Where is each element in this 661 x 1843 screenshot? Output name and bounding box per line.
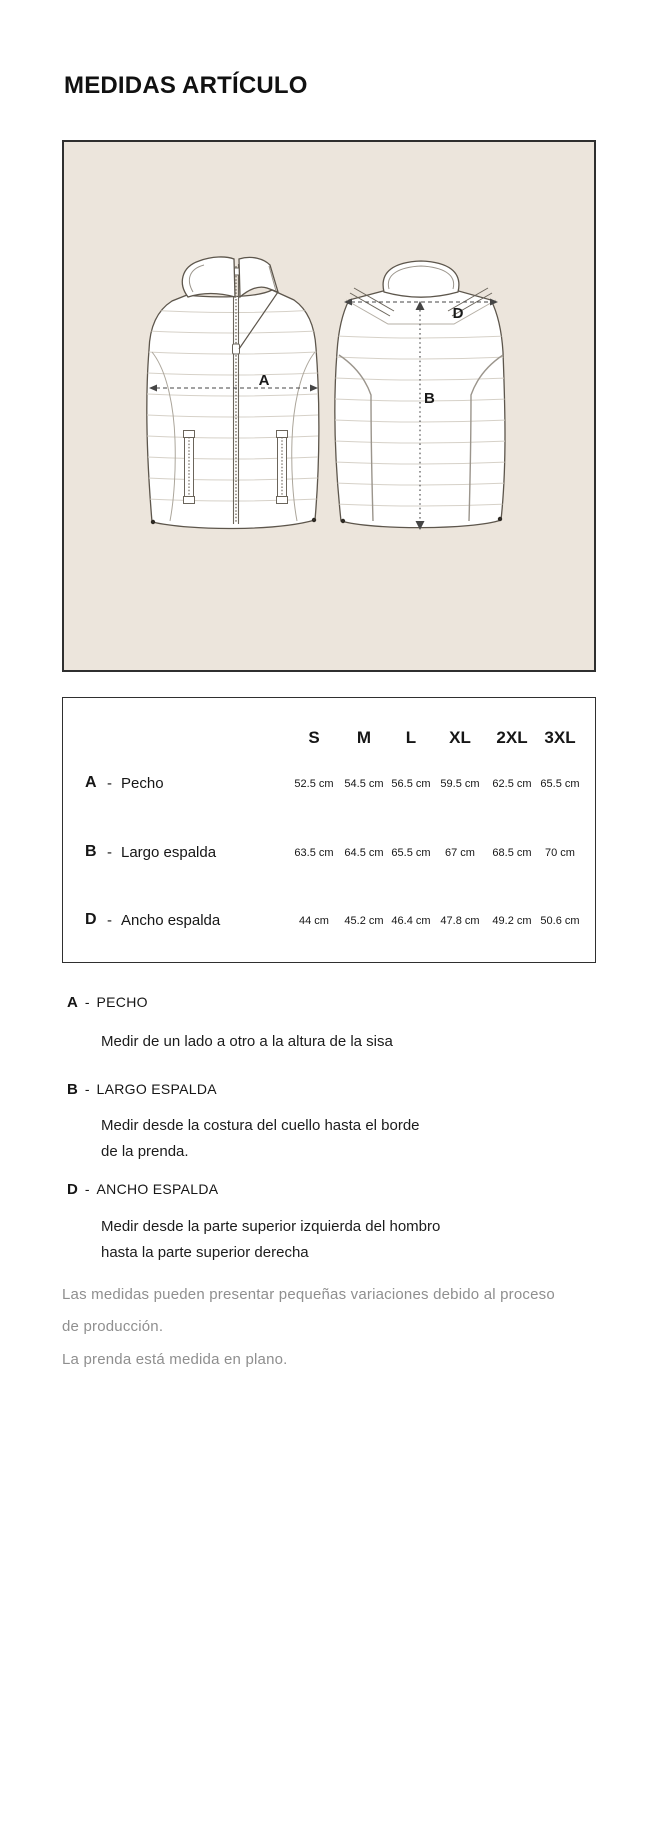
size-value: 50.6 cm: [540, 915, 580, 927]
definition-word: ANCHO ESPALDA: [96, 1181, 219, 1197]
row-dash: -: [107, 912, 112, 929]
definition-dash: -: [84, 1081, 90, 1097]
measure-label-a: A: [258, 372, 270, 389]
row-key: A: [85, 774, 97, 791]
measure-label-b: B: [424, 390, 435, 407]
definition-key: B: [67, 1081, 78, 1098]
size-value: 59.5 cm: [440, 778, 480, 790]
definition-dash: -: [84, 1181, 90, 1197]
definition-key: A: [67, 994, 78, 1011]
size-value: 62.5 cm: [492, 778, 532, 790]
production-note-line2: de producción.: [62, 1318, 164, 1335]
production-note-line1: Las medidas pueden presentar pequeñas variaciones debido al proceso: [62, 1286, 555, 1303]
table-row-largo-espalda: [63, 843, 595, 863]
definition-heading-b: [67, 1081, 217, 1098]
table-row-pecho: [63, 774, 595, 794]
row-key: D: [85, 911, 97, 928]
row-label: Largo espalda: [121, 844, 217, 861]
definition-text-d: Medir desde la parte superior izquierda del hombro hasta la parte superior derecha: [101, 1218, 441, 1261]
back-collar: [383, 261, 459, 297]
definition-word: LARGO ESPALDA: [96, 1081, 217, 1097]
size-value: 67 cm: [445, 847, 475, 859]
definition-word: PECHO: [96, 994, 148, 1010]
row-key: B: [85, 843, 97, 860]
size-value: 47.8 cm: [440, 915, 480, 927]
row-label: Ancho espalda: [121, 912, 221, 929]
size-column-header: XL: [449, 728, 471, 747]
size-value: 64.5 cm: [344, 847, 384, 859]
definition-heading-d: [67, 1181, 218, 1198]
table-row-ancho-espalda: [63, 911, 595, 931]
vest-technical-drawing: [64, 142, 594, 670]
figure-box: [62, 140, 596, 672]
definition-key: D: [67, 1181, 78, 1198]
size-value: 65.5 cm: [540, 778, 580, 790]
row-dash: -: [107, 775, 112, 792]
size-column-header: L: [405, 728, 417, 747]
size-column-header: M: [356, 728, 372, 747]
size-value: 52.5 cm: [294, 778, 334, 790]
size-value: 45.2 cm: [344, 915, 384, 927]
vest-back-illustration: [334, 261, 508, 530]
size-value: 54.5 cm: [344, 778, 384, 790]
page-title: MEDIDAS ARTÍCULO: [64, 72, 308, 99]
size-column-header: 2XL: [496, 728, 528, 747]
size-column-header: 3XL: [544, 728, 576, 747]
definition-text-a: Medir de un lado a otro a la altura de la sisa: [101, 1033, 393, 1050]
measure-label-d: D: [452, 305, 464, 322]
size-value: 46.4 cm: [391, 915, 431, 927]
size-value: 56.5 cm: [391, 778, 431, 790]
vest-front-illustration: [147, 257, 319, 529]
size-value: 70 cm: [545, 847, 575, 859]
row-label: Pecho: [121, 775, 164, 792]
size-table: [62, 697, 596, 963]
size-value: 63.5 cm: [294, 847, 334, 859]
size-column-header: S: [308, 728, 320, 747]
size-value: 49.2 cm: [492, 915, 532, 927]
row-dash: -: [107, 844, 112, 861]
definition-heading-a: [67, 994, 148, 1011]
flat-measure-note: La prenda está medida en plano.: [62, 1351, 288, 1368]
size-value: 68.5 cm: [492, 847, 532, 859]
size-value: 44 cm: [299, 915, 329, 927]
definition-text-b: Medir desde la costura del cuello hasta el borde de la prenda.: [101, 1117, 420, 1160]
size-value: 65.5 cm: [391, 847, 431, 859]
definition-dash: -: [84, 994, 90, 1010]
